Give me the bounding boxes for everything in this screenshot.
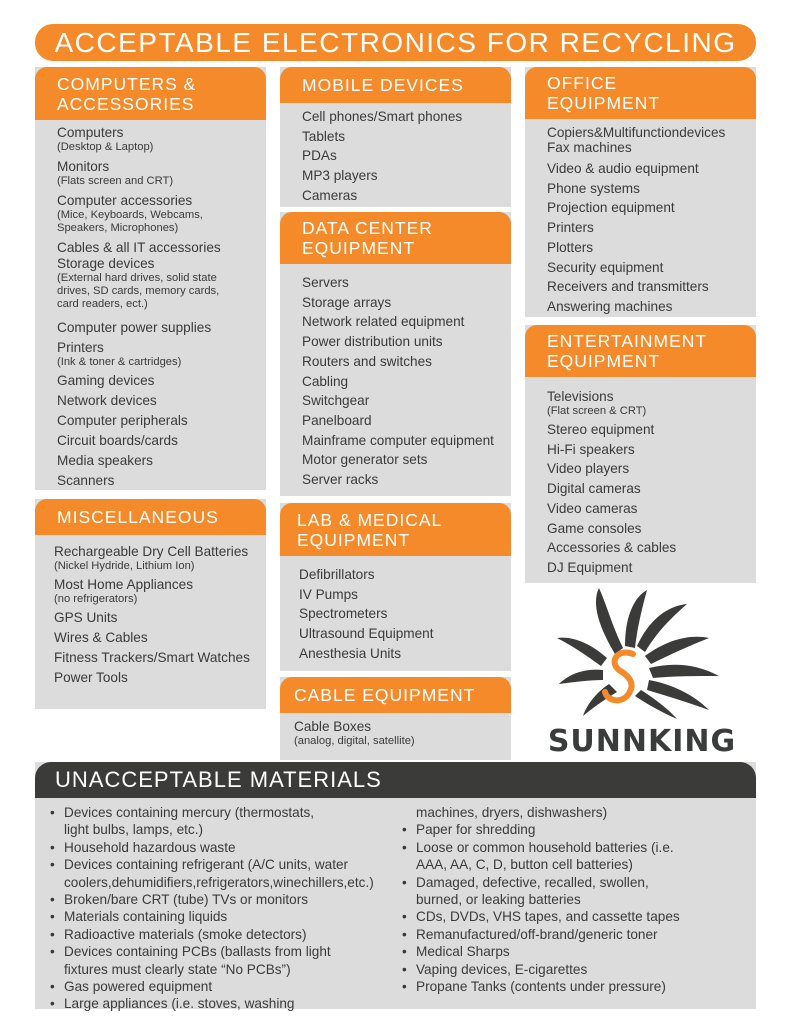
list-item: Fitness Trackers/Smart Watches xyxy=(54,650,250,665)
lab-list xyxy=(280,556,511,664)
list-item: Plotters xyxy=(547,239,594,255)
list-item: • Household hazardous waste xyxy=(64,839,374,856)
list-item: Phone systems xyxy=(547,180,640,196)
entertainment-heading-line1: ENTERTAINMENT xyxy=(547,331,708,351)
list-item: Network devices xyxy=(57,393,157,408)
unacceptable-right-column xyxy=(416,804,680,995)
list-item: Security equipment xyxy=(547,259,664,275)
list-item: Tablets xyxy=(302,128,346,144)
list-item: Defibrillators xyxy=(299,567,375,582)
cable-list xyxy=(280,713,511,748)
mobile-heading: MOBILE DEVICES xyxy=(280,67,511,103)
office-list xyxy=(525,119,756,317)
cable-heading: CABLE EQUIPMENT xyxy=(280,677,511,713)
list-item: Servers xyxy=(302,275,349,290)
list-item: Gaming devices xyxy=(57,373,155,388)
list-item: Media speakers xyxy=(57,453,153,468)
list-item: • Radioactive materials (smoke detectors) xyxy=(64,926,374,943)
lab-heading xyxy=(280,503,511,556)
list-item: light bulbs, lamps, etc.) xyxy=(64,822,204,838)
datacenter-heading-line1: DATA CENTER xyxy=(302,218,433,238)
list-item: • Vaping devices, E-cigarettes xyxy=(416,961,680,978)
list-item: Receivers and transmitters xyxy=(547,279,709,295)
computers-heading-line1: COMPUTERS & xyxy=(57,73,197,94)
miscellaneous-section xyxy=(35,499,266,709)
computers-section xyxy=(35,67,266,490)
list-item: Answering machines xyxy=(547,298,673,314)
list-item: • Paper for shredding xyxy=(416,821,680,838)
list-item: Printers (Ink & toner & cartridges) xyxy=(57,340,182,368)
list-item: Computers (Desktop & Laptop) xyxy=(57,125,154,153)
unacceptable-left-column xyxy=(64,804,374,1013)
sunnking-logo xyxy=(537,584,747,759)
list-item: Cables & all IT accessories xyxy=(57,240,221,255)
list-item: Panelboard xyxy=(302,412,372,428)
page-title: ACCEPTABLE ELECTRONICS FOR RECYCLING xyxy=(35,24,756,61)
datacenter-heading xyxy=(280,212,511,264)
list-item: Video cameras xyxy=(547,500,638,516)
list-item: Game consoles xyxy=(547,520,642,536)
list-item: Most Home Appliances (no refrigerators) xyxy=(54,577,194,605)
datacenter-list xyxy=(280,264,511,490)
list-item: Fax machines xyxy=(547,140,632,155)
lab-heading-line2: EQUIPMENT xyxy=(297,529,411,550)
list-item: Monitors (Flats screen and CRT) xyxy=(57,159,174,187)
list-item: DJ Equipment xyxy=(547,559,633,575)
list-item: Cameras xyxy=(302,187,358,203)
list-item: • Materials containing liquids xyxy=(64,908,374,925)
list-item: Video players xyxy=(547,461,630,477)
list-item: PDAs xyxy=(302,148,337,164)
list-item: Rechargeable Dry Cell Batteries (Nickel Hydride, Lithium Ion) xyxy=(54,544,249,572)
list-item: Computer power supplies xyxy=(57,320,212,335)
list-item: fixtures must clearly state “No PCBs”) xyxy=(64,961,291,977)
list-item: Hi-Fi speakers xyxy=(547,441,635,457)
list-item: Cabling xyxy=(302,373,349,389)
list-item: GPS Units xyxy=(54,610,118,625)
entertainment-section xyxy=(525,325,756,583)
list-item: Switchgear xyxy=(302,393,370,409)
computers-heading xyxy=(35,67,266,120)
list-item: • Large appliances (i.e. stoves, washing xyxy=(64,995,374,1012)
list-item: Computer peripherals xyxy=(57,413,188,428)
list-item: Server racks xyxy=(302,472,379,488)
list-item: Mainframe computer equipment xyxy=(302,432,494,448)
list-item: Computer accessories (Mice, Keyboards, Webcams, Speakers, Microphones) xyxy=(57,193,203,234)
computers-heading-line2: ACCESSORIES xyxy=(57,93,195,114)
list-item: • Devices containing PCBs (ballasts from light xyxy=(64,943,374,960)
unacceptable-heading: UNACCEPTABLE MATERIALS xyxy=(35,762,756,798)
list-item: Wires & Cables xyxy=(54,630,148,645)
list-item: • Broken/bare CRT (tube) TVs or monitors xyxy=(64,891,374,908)
list-item: Cell phones/Smart phones xyxy=(302,109,463,124)
list-item: Scanners xyxy=(57,473,115,488)
mobile-list xyxy=(280,103,511,206)
entertainment-list xyxy=(525,377,756,578)
list-item: Motor generator sets xyxy=(302,452,428,468)
list-item: Accessories & cables xyxy=(547,540,677,556)
list-item: Printers xyxy=(547,220,594,236)
list-item: • Remanufactured/off-brand/generic toner xyxy=(416,926,680,943)
list-item: burned, or leaking batteries xyxy=(416,892,581,908)
list-item: Power distribution units xyxy=(302,334,443,350)
list-item: MP3 players xyxy=(302,168,378,184)
unacceptable-section xyxy=(35,762,756,1012)
list-item: IV Pumps xyxy=(299,586,358,602)
misc-list xyxy=(35,535,266,686)
list-item: Projection equipment xyxy=(547,200,675,216)
list-item: Storage arrays xyxy=(302,294,392,310)
list-item: • Damaged, defective, recalled, swollen, xyxy=(416,874,680,891)
list-item: Video & audio equipment xyxy=(547,161,699,176)
data-center-section xyxy=(280,212,511,496)
office-heading-line1: OFFICE xyxy=(547,73,618,93)
office-equipment-section xyxy=(525,67,756,317)
list-item: Copiers&Multifunctiondevices xyxy=(547,125,726,140)
list-item: Network related equipment xyxy=(302,314,465,330)
list-item: Storage devices (External hard drives, solid state drives, SD cards, memory cards, card readers, ect.) xyxy=(57,256,220,310)
datacenter-heading-line2: EQUIPMENT xyxy=(302,238,416,258)
list-item: coolers,dehumidifiers,refrigerators,winechillers,etc.) xyxy=(64,874,374,890)
list-item: Ultrasound Equipment xyxy=(299,626,434,642)
list-item: • Loose or common household batteries (i.e. xyxy=(416,839,680,856)
list-item: • Propane Tanks (contents under pressure) xyxy=(416,978,680,995)
lab-heading-line1: LAB & MEDICAL xyxy=(297,509,443,530)
mobile-devices-section xyxy=(280,67,511,207)
list-item: Spectrometers xyxy=(299,606,388,622)
list-item: Circuit boards/cards xyxy=(57,433,178,448)
list-item: • Gas powered equipment xyxy=(64,978,374,995)
cable-equipment-section xyxy=(280,677,511,760)
list-item: Routers and switches xyxy=(302,353,432,369)
office-heading-line2: EQUIPMENT xyxy=(547,93,661,113)
list-item: Cable Boxes (analog, digital, satellite) xyxy=(294,719,415,747)
list-item: • Devices containing refrigerant (A/C units, water xyxy=(64,856,374,873)
computers-list xyxy=(35,120,266,489)
list-item: Televisions (Flat screen & CRT) xyxy=(547,389,647,417)
list-item: Power Tools xyxy=(54,670,128,685)
list-item: • Medical Sharps xyxy=(416,943,680,960)
list-item: Stereo equipment xyxy=(547,422,655,437)
office-heading xyxy=(525,67,756,119)
lab-medical-section xyxy=(280,503,511,671)
list-item: • CDs, DVDs, VHS tapes, and cassette tapes xyxy=(416,908,680,925)
list-item: Digital cameras xyxy=(547,481,641,497)
entertainment-heading-line2: EQUIPMENT xyxy=(547,351,661,371)
misc-heading: MISCELLANEOUS xyxy=(35,499,266,535)
sun-swirl-icon xyxy=(537,584,747,719)
list-item: • Devices containing mercury (thermostats, xyxy=(64,804,374,821)
list-item: AAA, AA, C, D, button cell batteries) xyxy=(416,857,633,873)
list-item: Anesthesia Units xyxy=(299,645,402,661)
entertainment-heading xyxy=(525,325,756,377)
list-item: machines, dryers, dishwashers) xyxy=(416,805,608,820)
logo-text: SUNNKING xyxy=(547,724,737,759)
